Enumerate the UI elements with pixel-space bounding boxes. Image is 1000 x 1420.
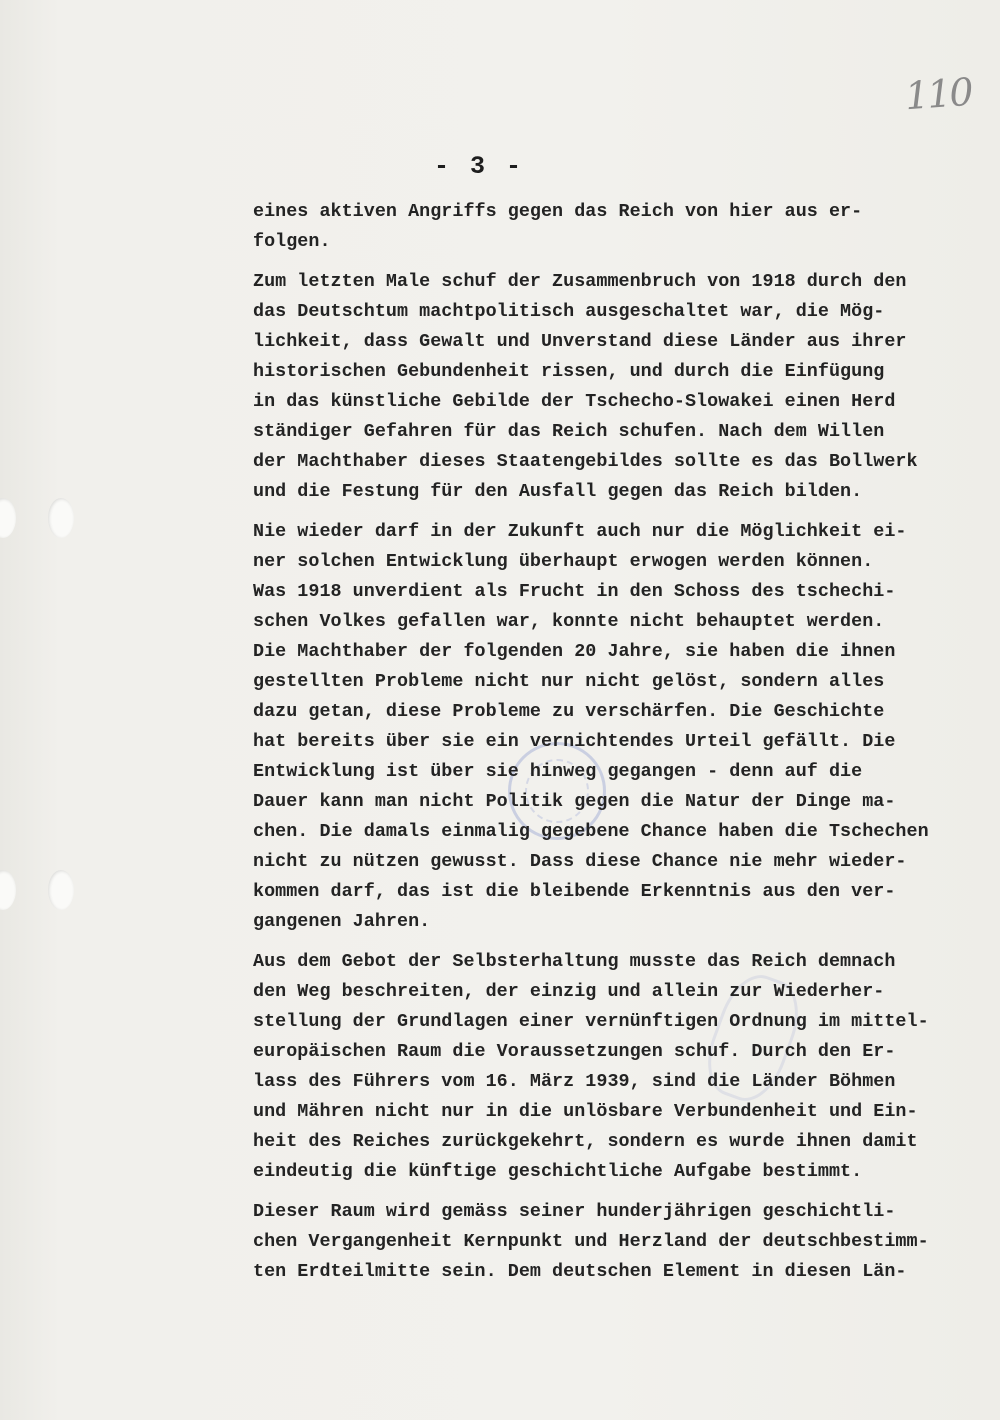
- text-line: eindeutig die künftige geschichtliche Aufgabe bestimmt.: [253, 1161, 863, 1182]
- punch-hole: [48, 498, 74, 538]
- typed-body-text: [253, 197, 993, 1297]
- text-line: das Deutschtum machtpolitisch ausgeschaltet war, die Mög-: [253, 301, 885, 322]
- paragraph: [253, 947, 993, 1187]
- text-line: hat bereits über sie ein vernichtendes Urteil gefällt. Die: [253, 731, 896, 752]
- text-line: Zum letzten Male schuf der Zusammenbruch von 1918 durch den: [253, 271, 907, 292]
- text-line: chen. Die damals einmalig gegebene Chance haben die Tschechen: [253, 821, 929, 842]
- text-line: lass des Führers vom 16. März 1939, sind die Länder Böhmen: [253, 1071, 896, 1092]
- text-line: Entwicklung ist über sie hinweg gegangen - denn auf die: [253, 761, 863, 782]
- paragraph: [253, 197, 993, 257]
- page-number: - 3 -: [434, 152, 525, 181]
- text-line: europäischen Raum die Voraussetzungen schuf. Durch den Er-: [253, 1041, 896, 1062]
- text-line: chen Vergangenheit Kernpunkt und Herzland der deutschbestimm-: [253, 1231, 929, 1252]
- text-line: lichkeit, dass Gewalt und Unverstand diese Länder aus ihrer: [253, 331, 907, 352]
- paragraph: [253, 267, 993, 507]
- text-line: gestellten Probleme nicht nur nicht gelöst, sondern alles: [253, 671, 885, 692]
- text-line: Dieser Raum wird gemäss seiner hunderjährigen geschichtli-: [253, 1201, 896, 1222]
- text-line: schen Volkes gefallen war, konnte nicht behauptet werden.: [253, 611, 885, 632]
- text-line: und Mähren nicht nur in die unlösbare Verbundenheit und Ein-: [253, 1101, 918, 1122]
- text-line: gangenen Jahren.: [253, 911, 431, 932]
- text-line: heit des Reiches zurückgekehrt, sondern es wurde ihnen damit: [253, 1131, 918, 1152]
- punch-hole: [48, 870, 74, 910]
- text-line: historischen Gebundenheit rissen, und durch die Einfügung: [253, 361, 885, 382]
- text-line: Nie wieder darf in der Zukunft auch nur die Möglichkeit ei-: [253, 521, 907, 542]
- folio-mark: 110: [903, 69, 973, 119]
- text-line: ner solchen Entwicklung überhaupt erwogen werden können.: [253, 551, 874, 572]
- text-line: kommen darf, das ist die bleibende Erkenntnis aus den ver-: [253, 881, 896, 902]
- paragraph: [253, 517, 993, 937]
- text-line: dazu getan, diese Probleme zu verschärfen. Die Geschichte: [253, 701, 885, 722]
- punch-hole: [0, 870, 16, 910]
- text-line: den Weg beschreiten, der einzig und allein zur Wiederher-: [253, 981, 885, 1002]
- paragraph: [253, 1197, 993, 1287]
- text-line: nicht zu nützen gewusst. Dass diese Chance nie mehr wieder-: [253, 851, 907, 872]
- text-line: ständiger Gefahren für das Reich schufen. Nach dem Willen: [253, 421, 885, 442]
- text-line: ten Erdteilmitte sein. Dem deutschen Element in diesen Län-: [253, 1261, 907, 1282]
- text-line: folgen.: [253, 231, 331, 252]
- text-line: Dauer kann man nicht Politik gegen die Natur der Dinge ma-: [253, 791, 896, 812]
- text-line: Aus dem Gebot der Selbsterhaltung musste das Reich demnach: [253, 951, 896, 972]
- text-line: in das künstliche Gebilde der Tschecho-Slowakei einen Herd: [253, 391, 896, 412]
- punch-hole: [0, 498, 16, 538]
- text-line: eines aktiven Angriffs gegen das Reich von hier aus er-: [253, 201, 863, 222]
- text-line: stellung der Grundlagen einer vernünftigen Ordnung im mittel-: [253, 1011, 929, 1032]
- text-line: der Machthaber dieses Staatengebildes sollte es das Bollwerk: [253, 451, 918, 472]
- text-line: und die Festung für den Ausfall gegen das Reich bilden.: [253, 481, 863, 502]
- text-line: Die Machthaber der folgenden 20 Jahre, sie haben die ihnen: [253, 641, 896, 662]
- text-line: Was 1918 unverdient als Frucht in den Schoss des tschechi-: [253, 581, 896, 602]
